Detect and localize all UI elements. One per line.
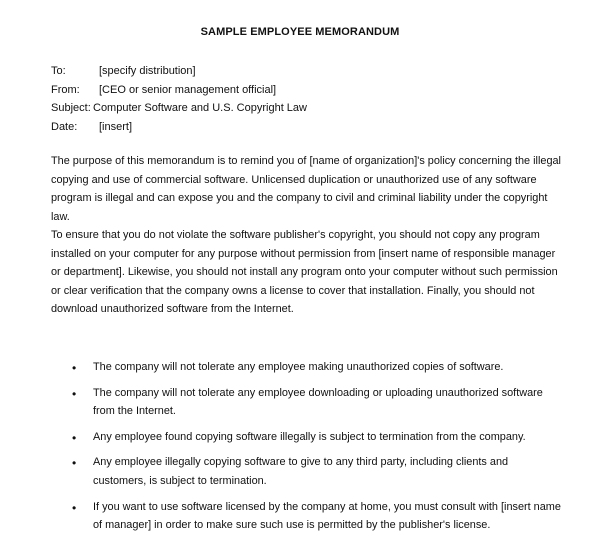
list-item xyxy=(51,453,561,490)
memo-header xyxy=(51,62,307,136)
policy-bullet-list xyxy=(51,358,561,542)
bullet-icon: • xyxy=(72,500,77,515)
header-from xyxy=(51,81,307,100)
header-from-value: [CEO or senior management official] xyxy=(99,83,277,96)
bullet-icon: • xyxy=(72,361,77,375)
list-item-text: The company will not tolerate any employee making unauthorized copies of software. xyxy=(93,361,504,373)
bullet-icon: • xyxy=(72,430,77,445)
paragraph-text: The purpose of this memorandum is to remind you of [name of organization]'s policy concerning the illegal copying and use of commercial software. Unlicensed duplication or unauthorized use of any software program is illegal and can expose you and the company to civil and criminal liability under the copyright law. xyxy=(51,155,561,223)
list-item xyxy=(51,384,561,421)
header-subject-label: Subject: xyxy=(51,102,91,114)
list-item xyxy=(51,358,561,377)
header-date-value: [insert] xyxy=(99,120,133,133)
header-date xyxy=(51,118,307,137)
header-subject-value: Computer Software and U.S. Copyright Law xyxy=(93,102,307,114)
bullet-icon: • xyxy=(72,456,77,471)
list-item-text: Any employee illegally copying software to give to any third party, including clients and customers, is subject to termination. xyxy=(93,456,509,487)
memo-title: SAMPLE EMPLOYEE MEMORANDUM xyxy=(200,26,400,38)
list-item xyxy=(51,428,561,447)
header-to-label: To: xyxy=(51,65,66,77)
memo-paragraph-purpose xyxy=(51,152,561,226)
header-from-label: From: xyxy=(51,83,80,96)
list-item xyxy=(51,498,561,535)
list-item-text: The company will not tolerate any employee downloading or uploading unauthorized software from the Internet. xyxy=(93,386,543,418)
header-to xyxy=(51,62,307,81)
list-item-text: Any employee found copying software illegally is subject to termination from the company. xyxy=(93,430,526,443)
header-subject xyxy=(51,99,307,118)
header-date-label: Date: xyxy=(51,120,78,133)
bullet-icon: • xyxy=(72,386,77,401)
header-to-value: [specify distribution] xyxy=(99,65,196,77)
memo-paragraph-compliance xyxy=(51,226,561,319)
paragraph-text: To ensure that you do not violate the software publisher's copyright, you should not copy any program installed on your computer for any purpose without permission from [insert name of responsible manager or department]. Likewise, you should not install any program onto your computer without such permission or clear verification that the company owns a license to cover that installation. Finally, you should not download unauthorized software from the Internet. xyxy=(51,229,558,316)
list-item-text: If you want to use software licensed by the company at home, you must consult with [insert name of manager] in order to make sure such use is permitted by the publisher's license. xyxy=(93,500,561,532)
